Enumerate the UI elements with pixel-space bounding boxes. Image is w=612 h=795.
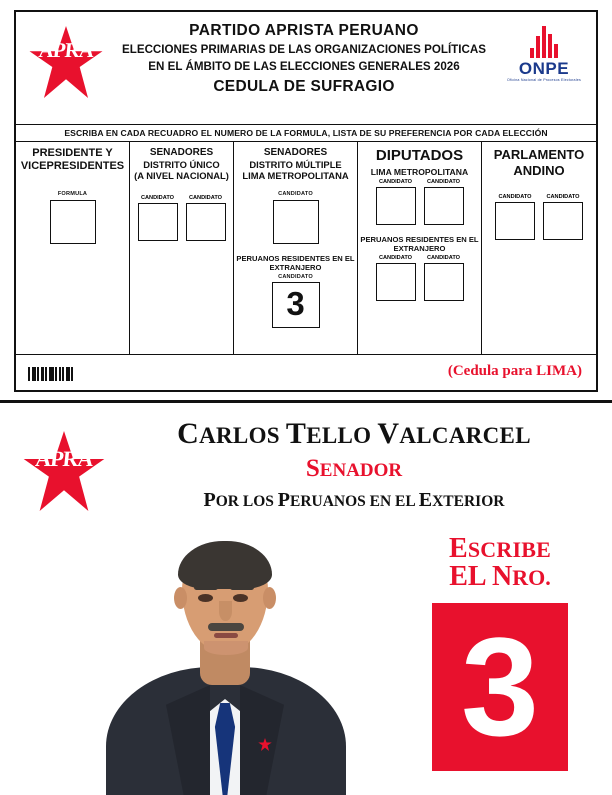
ballot-footer-note: (Cedula para LIMA) [447,363,582,379]
candidate-slot-label: CANDIDATO [546,194,580,201]
ballot-header [16,12,596,124]
cta-line-2-rest: RO. [512,565,551,590]
candidate-slot-label: CANDIDATO [378,178,413,185]
constituency-cap-3: E [418,489,433,511]
candidate-input-box[interactable] [543,202,583,240]
onpe-mark-icon [502,22,586,58]
column-subtitle-lima-metropolitana: LIMA METROPOLITANA [242,169,349,181]
apra-emblem-label: APRA [37,38,95,62]
call-to-action [406,533,594,771]
column-title-presidente: PRESIDENTE Y VICEPRESIDENTES [20,147,125,172]
cta-line-2-prefix: EL [449,561,493,592]
candidate-slot-label: CANDIDATO [140,194,175,201]
candidate-name-cap-2: T [285,417,307,450]
candidate-role-cap: S [305,455,320,482]
constituency-rest-3: XTERIOR [432,493,505,510]
candidate-input-box[interactable] [138,203,178,241]
barcode-icon [28,367,73,381]
column-subtitle-distrito-unico: DISTRITO ÚNICO [143,158,220,170]
constituency-rest-1: OR LOS [215,493,278,510]
cta-line-2 [406,561,594,593]
candidate-name-cap-1: C [177,417,200,450]
onpe-logo-label: ONPE [518,59,570,78]
column-subtitle-distrito-multiple: DISTRITO MÚLTIPLE [249,158,342,170]
candidate-input-box[interactable] [376,187,416,225]
formula-label: FORMULA [57,190,88,197]
column-title-andino: ANDINO [513,162,565,178]
ballot-header-text [108,22,500,96]
cta-line-2-cap: N [492,561,513,592]
column-title-diputados: DIPUTADOS [375,147,464,164]
election-line-2: EN EL ÁMBITO DE LAS ELECCIONES GENERALES 2026 [148,60,460,74]
campaign-poster-section [0,400,612,795]
column-subtitle-lima-metropolitana: LIMA METROPOLITANA [370,166,469,177]
candidate-slot-label: CANDIDATO [498,194,532,201]
candidate-input-box[interactable] [273,200,319,244]
group-title-residentes-extranjero: PERUANOS RESIDENTES EN EL EXTRANJERO [236,253,355,273]
constituency-cap-1: P [203,489,216,511]
document-title: CEDULA DE SUFRAGIO [213,78,395,96]
candidate-name-rest-1: ARLOS [199,423,286,448]
cta-line-1-cap: E [448,533,468,564]
candidate-role-rest: ENADOR [319,460,403,481]
candidate-input-box[interactable] [495,202,535,240]
candidate-input-box[interactable] [186,203,226,241]
candidate-name [108,417,600,451]
onpe-logo [502,22,586,82]
ballot-column-parlamento-andino [482,142,596,354]
ballot-column-diputados [358,142,482,354]
candidate-input-box[interactable] [424,263,464,301]
cta-line-1-rest: SCRIBE [467,537,551,562]
constituency-cap-2: P [277,489,290,511]
ballot-instruction: ESCRIBA EN CADA RECUADRO EL NUMERO DE LA FORMULA, LISTA DE SU PREFERENCIA POR CADA ELECCIÓN [16,124,596,142]
candidate-slot-label: CANDIDATO [188,194,223,201]
candidate-constituency [108,489,600,512]
candidate-input-box[interactable] [376,263,416,301]
candidate-slot-label: CANDIDATO [278,190,313,197]
constituency-rest-2: ERUANOS EN EL [289,493,419,510]
candidate-role [108,455,600,483]
candidate-name-cap-3: V [377,417,400,450]
ballot-number-badge: 3 [432,603,568,771]
column-title-senadores-unico: SENADORES [149,147,214,158]
apra-star-emblem-icon [22,431,106,511]
ballot-column-presidente [16,142,130,354]
candidate-photo [100,511,352,795]
ballot-columns [16,142,596,354]
ballot-column-senadores-multiple [234,142,358,354]
candidate-input-box-filled[interactable]: 3 [272,282,320,328]
election-line-1: ELECCIONES PRIMARIAS DE LAS ORGANIZACIONES POLÍTICAS [122,43,486,56]
column-title-parlamento: PARLAMENTO [493,147,585,162]
candidate-slot-label: CANDIDATO [426,254,461,261]
party-name: PARTIDO APRISTA PERUANO [189,22,419,39]
candidate-name-rest-3: ALCARCEL [399,423,531,448]
candidate-input-box[interactable] [424,187,464,225]
onpe-logo-caption: Oficina Nacional de Procesos Electorales [507,78,581,82]
candidate-slot-label: CANDIDATO [278,274,313,281]
apra-star-emblem-icon [28,26,104,98]
ballot-footer [16,354,596,393]
ballot-column-senadores-unico [130,142,234,354]
ballot-card [14,10,598,392]
candidate-slot-label: CANDIDATO [426,178,461,185]
column-subtitle-nivel-nacional: (A NIVEL NACIONAL) [134,169,229,181]
column-title-senadores-multiple: SENADORES [263,147,328,158]
formula-input-box[interactable] [50,200,96,244]
group-title-residentes-extranjero: PERUANOS RESIDENTES EN EL EXTRANJERO [360,234,479,253]
candidate-slot-label: CANDIDATO [378,254,413,261]
apra-emblem-label: APRA [34,446,94,471]
candidate-name-rest-2: ELLO [306,423,378,448]
